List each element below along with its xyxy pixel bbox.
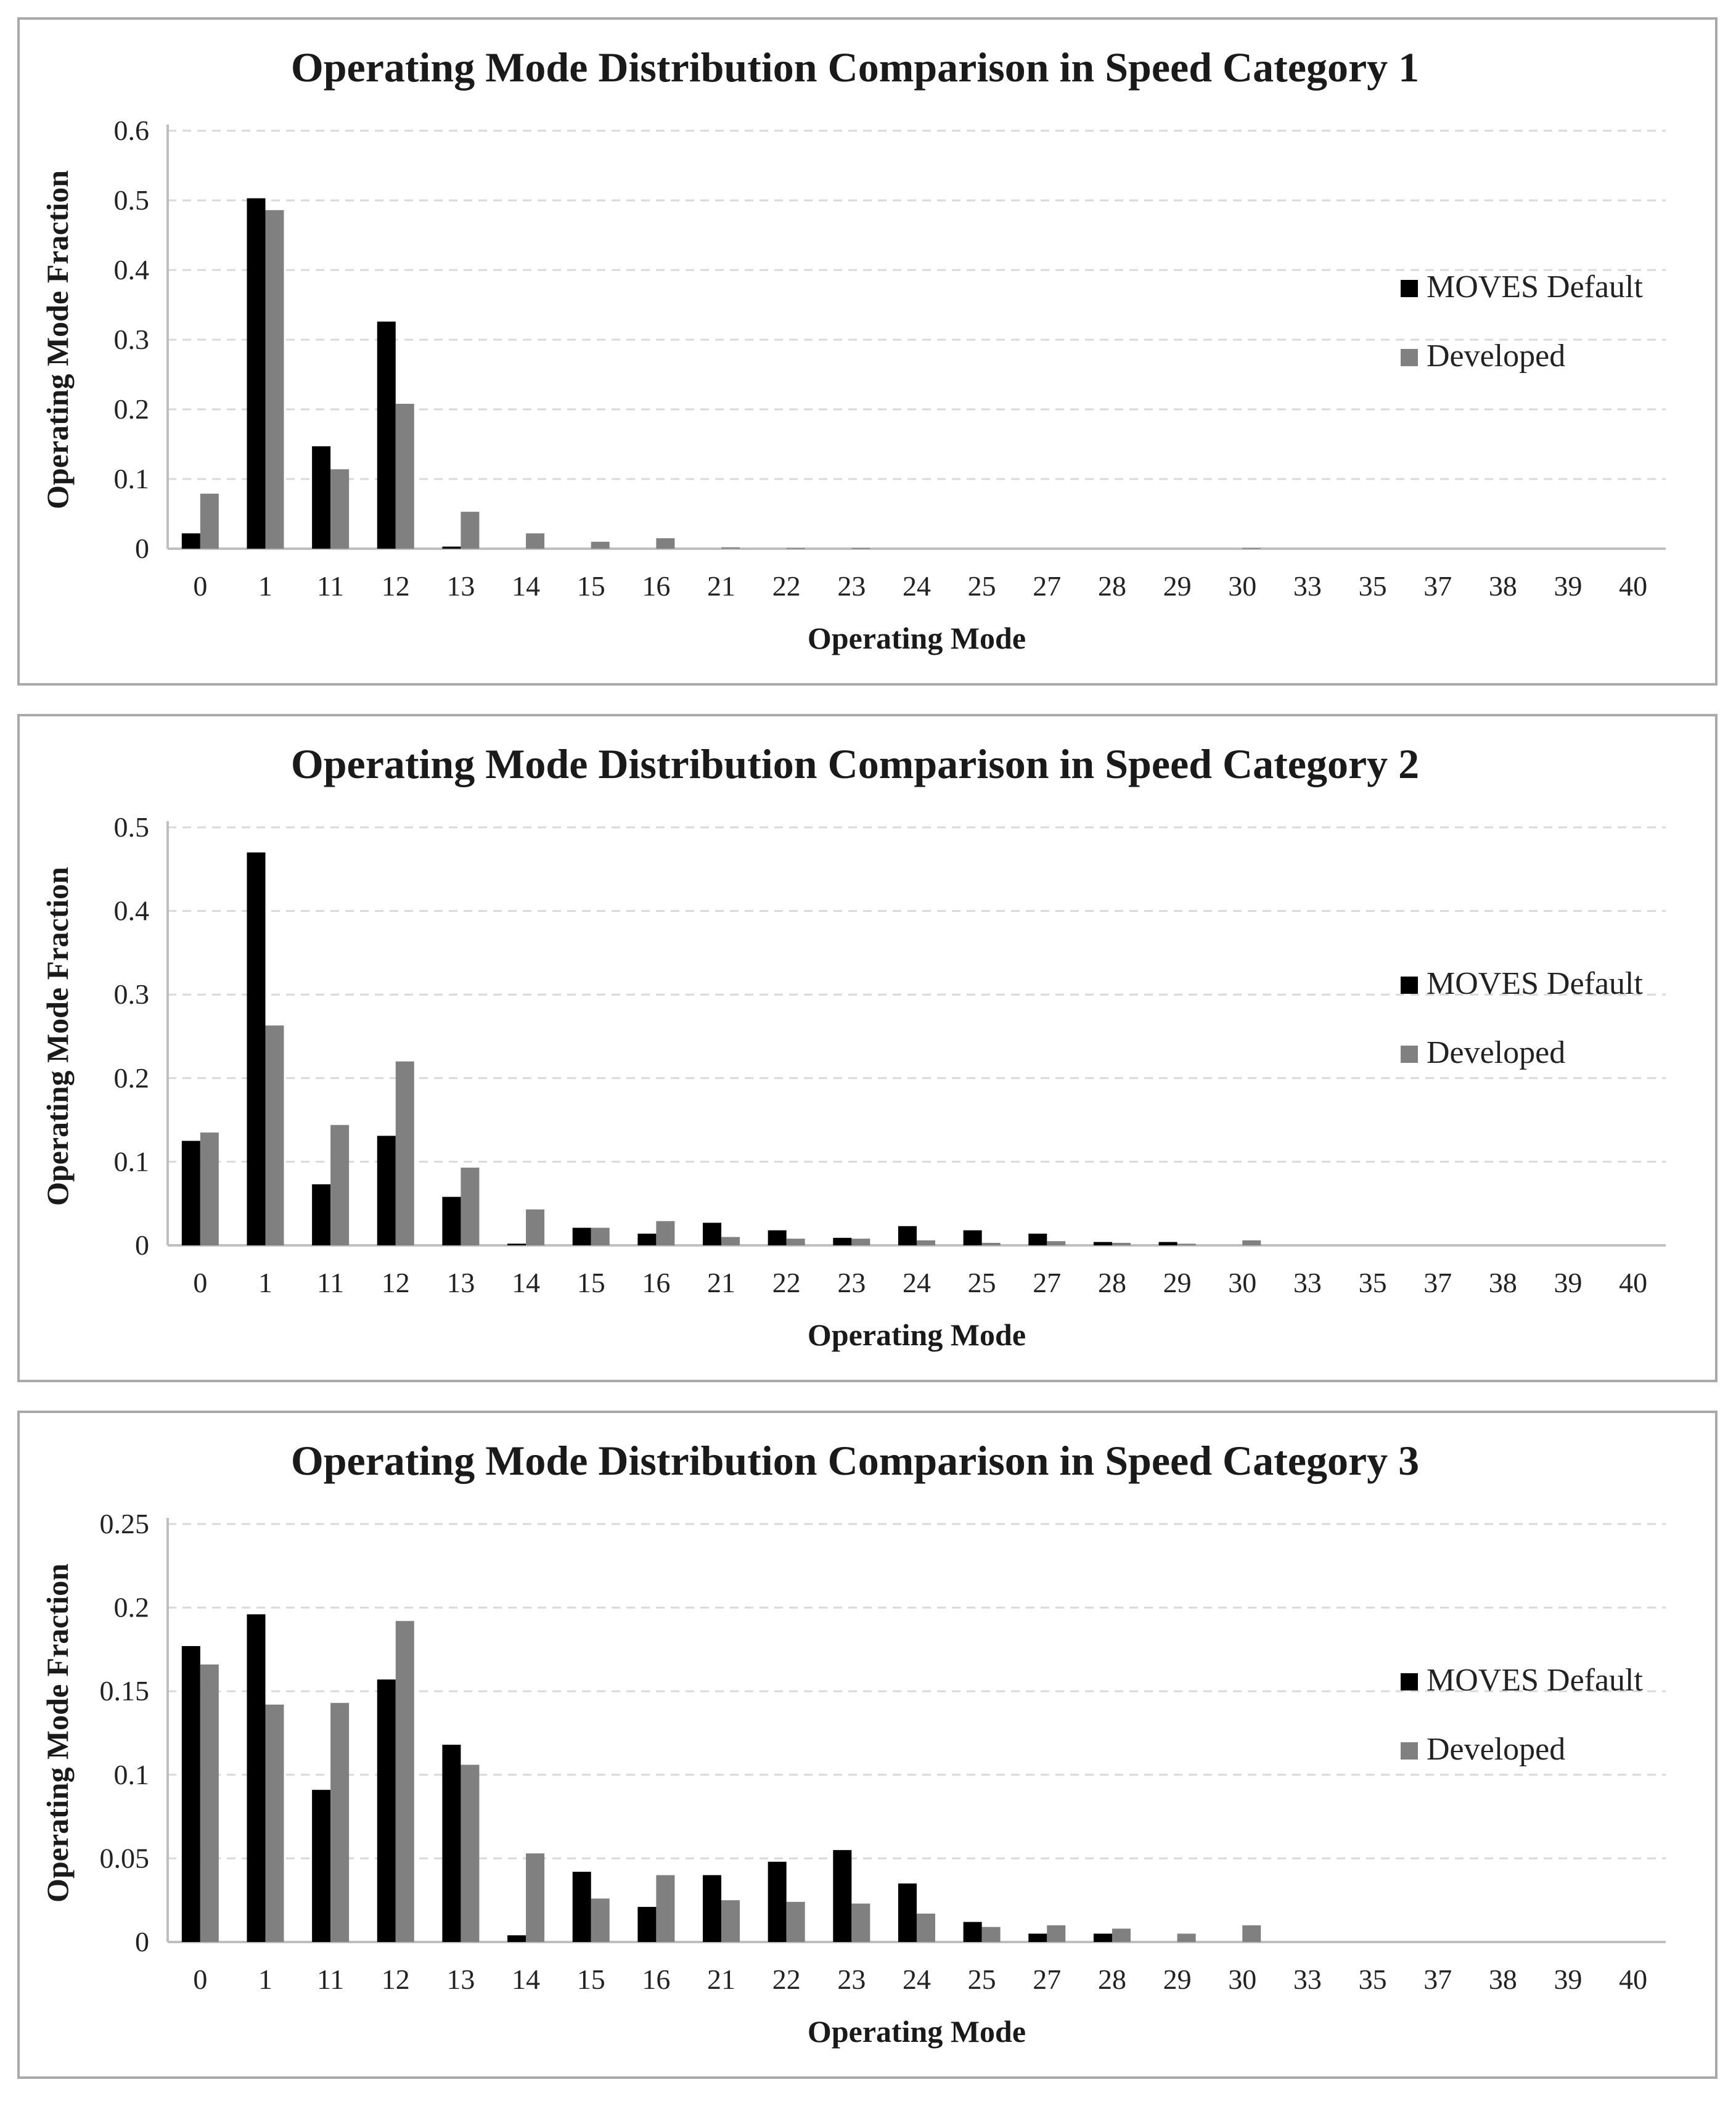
- y-tick-label: 0.4: [113, 254, 149, 285]
- x-tick-label: 16: [642, 1267, 671, 1298]
- bar-developed-27: [1047, 1925, 1065, 1942]
- x-tick-label: 27: [1033, 1964, 1062, 1995]
- x-tick-label: 14: [512, 570, 541, 602]
- x-tick-label: 33: [1293, 1267, 1322, 1298]
- bar-developed-0: [200, 1133, 219, 1245]
- legend-swatch-moves-default: [1401, 280, 1418, 297]
- x-tick-label: 15: [576, 1267, 605, 1298]
- bar-moves-default-15: [573, 1872, 591, 1942]
- x-tick-label: 30: [1228, 570, 1257, 602]
- bar-moves-default-12: [377, 322, 396, 549]
- x-tick-label: 13: [446, 1267, 475, 1298]
- bar-developed-1: [265, 210, 284, 549]
- bar-moves-default-12: [377, 1679, 396, 1942]
- legend-label: Developed: [1427, 1732, 1566, 1767]
- bar-developed-23: [851, 1239, 870, 1245]
- bar-moves-default-23: [833, 1850, 851, 1942]
- bar-moves-default-24: [898, 1226, 917, 1245]
- legend-label: Developed: [1427, 338, 1566, 374]
- y-tick-label: 0.15: [99, 1675, 149, 1707]
- y-tick-label: 0.5: [113, 184, 149, 216]
- bar-moves-default-16: [637, 1234, 656, 1245]
- bar-moves-default-27: [1028, 1234, 1047, 1245]
- x-tick-label: 39: [1554, 570, 1582, 602]
- bar-developed-29: [1177, 1244, 1196, 1245]
- y-tick-label: 0: [135, 533, 149, 564]
- chart-panel-1: [17, 17, 1718, 686]
- chart-svg-3: [20, 1413, 1715, 2076]
- bar-moves-default-0: [182, 533, 200, 549]
- legend-label: Developed: [1427, 1035, 1566, 1070]
- bar-developed-22: [787, 1239, 805, 1245]
- x-tick-label: 12: [381, 570, 410, 602]
- bar-developed-28: [1112, 1243, 1131, 1245]
- bar-developed-0: [200, 494, 219, 549]
- bar-developed-16: [656, 1875, 674, 1942]
- x-tick-label: 25: [967, 1267, 996, 1298]
- bar-developed-14: [526, 1210, 544, 1245]
- x-tick-label: 24: [903, 570, 931, 602]
- x-tick-label: 11: [316, 570, 345, 602]
- bar-moves-default-21: [703, 1875, 721, 1942]
- x-tick-label: 33: [1293, 1964, 1322, 1995]
- x-tick-label: 24: [903, 1267, 931, 1298]
- x-tick-label: 29: [1163, 570, 1192, 602]
- x-tick-label: 39: [1554, 1267, 1582, 1298]
- bar-developed-14: [526, 533, 544, 549]
- x-tick-label: 15: [576, 1964, 605, 1995]
- bar-developed-13: [461, 1765, 479, 1942]
- bar-developed-11: [330, 469, 349, 549]
- x-tick-label: 25: [967, 1964, 996, 1995]
- x-tick-label: 40: [1619, 1964, 1648, 1995]
- x-tick-label: 0: [193, 570, 208, 602]
- bar-developed-12: [396, 404, 414, 549]
- x-tick-label: 30: [1228, 1964, 1257, 1995]
- bar-developed-1: [265, 1025, 284, 1245]
- chart-title: Operating Mode Distribution Comparison in Speed Category 3: [290, 1437, 1420, 1484]
- y-tick-label: 0.4: [113, 895, 149, 927]
- x-tick-label: 12: [381, 1964, 410, 1995]
- x-tick-label: 21: [707, 570, 736, 602]
- x-axis-title: Operating Mode: [807, 2014, 1026, 2049]
- x-tick-label: 30: [1228, 1267, 1257, 1298]
- chart-svg-1: [20, 20, 1715, 683]
- x-tick-label: 29: [1163, 1267, 1192, 1298]
- x-tick-label: 27: [1033, 570, 1062, 602]
- x-tick-label: 23: [837, 570, 866, 602]
- bar-developed-30: [1242, 1240, 1261, 1245]
- bar-moves-default-24: [898, 1883, 917, 1942]
- x-tick-label: 33: [1293, 570, 1322, 602]
- bar-moves-default-21: [703, 1223, 721, 1245]
- bar-moves-default-25: [964, 1922, 982, 1942]
- bar-developed-0: [200, 1665, 219, 1942]
- y-tick-label: 0.2: [113, 1062, 149, 1094]
- x-tick-label: 24: [903, 1964, 931, 1995]
- x-tick-label: 11: [316, 1267, 345, 1298]
- x-tick-label: 27: [1033, 1267, 1062, 1298]
- y-tick-label: 0.3: [113, 978, 149, 1010]
- bar-developed-23: [851, 548, 870, 549]
- bar-developed-13: [461, 512, 479, 549]
- legend-swatch-developed: [1401, 1046, 1418, 1063]
- x-tick-label: 13: [446, 1964, 475, 1995]
- x-tick-label: 15: [576, 570, 605, 602]
- bar-developed-23: [851, 1904, 870, 1942]
- bar-developed-27: [1047, 1241, 1065, 1245]
- bar-developed-30: [1242, 1925, 1261, 1942]
- x-tick-label: 37: [1423, 1964, 1452, 1995]
- x-tick-label: 35: [1358, 1267, 1387, 1298]
- y-axis-title: Operating Mode Fraction: [40, 1563, 75, 1903]
- bar-developed-28: [1112, 1928, 1131, 1942]
- x-tick-label: 0: [193, 1267, 208, 1298]
- y-tick-label: 0.2: [113, 393, 149, 425]
- x-tick-label: 40: [1619, 570, 1648, 602]
- bar-moves-default-12: [377, 1136, 396, 1245]
- bar-developed-30: [1242, 548, 1261, 549]
- bar-moves-default-13: [442, 1197, 461, 1245]
- x-tick-label: 22: [772, 570, 801, 602]
- x-tick-label: 28: [1097, 570, 1126, 602]
- y-axis-title: Operating Mode Fraction: [40, 867, 75, 1206]
- bar-developed-22: [787, 548, 805, 549]
- bar-moves-default-23: [833, 1238, 851, 1245]
- y-tick-label: 0: [135, 1229, 149, 1261]
- chart-svg-2: [20, 716, 1715, 1380]
- bar-moves-default-13: [442, 547, 461, 549]
- bar-moves-default-11: [312, 1790, 330, 1942]
- bar-moves-default-0: [182, 1646, 200, 1942]
- x-tick-label: 11: [316, 1964, 345, 1995]
- legend-swatch-developed: [1401, 1742, 1418, 1760]
- bar-developed-24: [917, 1914, 935, 1942]
- x-tick-label: 37: [1423, 570, 1452, 602]
- legend-label: MOVES Default: [1427, 269, 1643, 305]
- y-tick-label: 0.5: [113, 811, 149, 843]
- bar-moves-default-16: [637, 1907, 656, 1942]
- x-tick-label: 1: [258, 1267, 272, 1298]
- bar-moves-default-1: [247, 1614, 265, 1942]
- bar-developed-24: [917, 1240, 935, 1245]
- bar-developed-25: [982, 1243, 1001, 1245]
- x-tick-label: 16: [642, 570, 671, 602]
- bar-developed-25: [982, 1927, 1001, 1942]
- x-tick-label: 23: [837, 1964, 866, 1995]
- bar-developed-15: [591, 542, 610, 549]
- y-tick-label: 0.1: [113, 1758, 149, 1790]
- bar-moves-default-11: [312, 1184, 330, 1245]
- x-tick-label: 23: [837, 1267, 866, 1298]
- bar-moves-default-29: [1159, 1242, 1177, 1245]
- x-tick-label: 1: [258, 570, 272, 602]
- y-tick-label: 0.3: [113, 324, 149, 355]
- bar-developed-21: [721, 547, 740, 549]
- x-tick-label: 35: [1358, 1964, 1387, 1995]
- bar-developed-1: [265, 1705, 284, 1942]
- bar-moves-default-0: [182, 1141, 200, 1246]
- bar-moves-default-27: [1028, 1933, 1047, 1942]
- x-tick-label: 0: [193, 1964, 208, 1995]
- x-tick-label: 21: [707, 1964, 736, 1995]
- chart-title: Operating Mode Distribution Comparison in Speed Category 1: [290, 44, 1420, 91]
- x-tick-label: 12: [381, 1267, 410, 1298]
- x-tick-label: 38: [1488, 1964, 1517, 1995]
- y-tick-label: 0: [135, 1926, 149, 1957]
- bar-developed-16: [656, 538, 674, 549]
- x-tick-label: 29: [1163, 1964, 1192, 1995]
- bar-moves-default-22: [768, 1862, 787, 1942]
- x-tick-label: 22: [772, 1964, 801, 1995]
- legend-swatch-developed: [1401, 349, 1418, 366]
- y-tick-label: 0.1: [113, 463, 149, 494]
- y-tick-label: 0.05: [99, 1842, 149, 1874]
- x-tick-label: 40: [1619, 1267, 1648, 1298]
- bar-developed-11: [330, 1703, 349, 1942]
- chart-panel-3: [17, 1411, 1718, 2079]
- x-tick-label: 35: [1358, 570, 1387, 602]
- bar-developed-15: [591, 1898, 610, 1942]
- bar-developed-29: [1177, 1933, 1196, 1942]
- y-axis-title: Operating Mode Fraction: [40, 170, 75, 509]
- bar-developed-13: [461, 1168, 479, 1245]
- y-tick-label: 0.1: [113, 1145, 149, 1178]
- bar-moves-default-28: [1094, 1242, 1112, 1245]
- x-axis-title: Operating Mode: [807, 621, 1026, 655]
- chart-panel-2: [17, 714, 1718, 1382]
- x-tick-label: 28: [1097, 1267, 1126, 1298]
- x-tick-label: 22: [772, 1267, 801, 1298]
- bar-moves-default-28: [1094, 1933, 1112, 1942]
- bar-developed-22: [787, 1902, 805, 1942]
- bar-moves-default-14: [507, 1244, 526, 1245]
- x-tick-label: 13: [446, 570, 475, 602]
- bar-moves-default-15: [573, 1228, 591, 1245]
- legend-label: MOVES Default: [1427, 1663, 1643, 1698]
- bar-moves-default-13: [442, 1745, 461, 1942]
- bar-developed-14: [526, 1853, 544, 1942]
- x-tick-label: 28: [1097, 1964, 1126, 1995]
- legend-swatch-moves-default: [1401, 1673, 1418, 1690]
- y-tick-label: 0.6: [113, 115, 149, 146]
- x-tick-label: 37: [1423, 1267, 1452, 1298]
- bar-moves-default-1: [247, 853, 265, 1245]
- legend-label: MOVES Default: [1427, 966, 1643, 1001]
- x-tick-label: 14: [512, 1267, 541, 1298]
- y-tick-label: 0.2: [113, 1591, 149, 1623]
- bar-developed-11: [330, 1125, 349, 1245]
- bar-developed-21: [721, 1900, 740, 1942]
- y-tick-label: 0.25: [99, 1508, 149, 1539]
- bar-developed-12: [396, 1062, 414, 1245]
- bar-moves-default-25: [964, 1231, 982, 1245]
- x-tick-label: 38: [1488, 570, 1517, 602]
- bar-developed-21: [721, 1237, 740, 1245]
- bar-developed-15: [591, 1228, 610, 1245]
- x-tick-label: 39: [1554, 1964, 1582, 1995]
- x-tick-label: 21: [707, 1267, 736, 1298]
- x-tick-label: 1: [258, 1964, 272, 1995]
- legend-swatch-moves-default: [1401, 977, 1418, 994]
- bar-moves-default-14: [507, 1935, 526, 1942]
- x-tick-label: 16: [642, 1964, 671, 1995]
- bar-moves-default-22: [768, 1231, 787, 1245]
- x-tick-label: 25: [967, 570, 996, 602]
- x-tick-label: 14: [512, 1964, 541, 1995]
- bar-moves-default-1: [247, 199, 265, 549]
- chart-title: Operating Mode Distribution Comparison in Speed Category 2: [290, 740, 1420, 787]
- x-axis-title: Operating Mode: [807, 1317, 1026, 1352]
- x-tick-label: 38: [1488, 1267, 1517, 1298]
- bar-developed-12: [396, 1621, 414, 1942]
- bar-developed-16: [656, 1221, 674, 1245]
- bar-moves-default-11: [312, 446, 330, 549]
